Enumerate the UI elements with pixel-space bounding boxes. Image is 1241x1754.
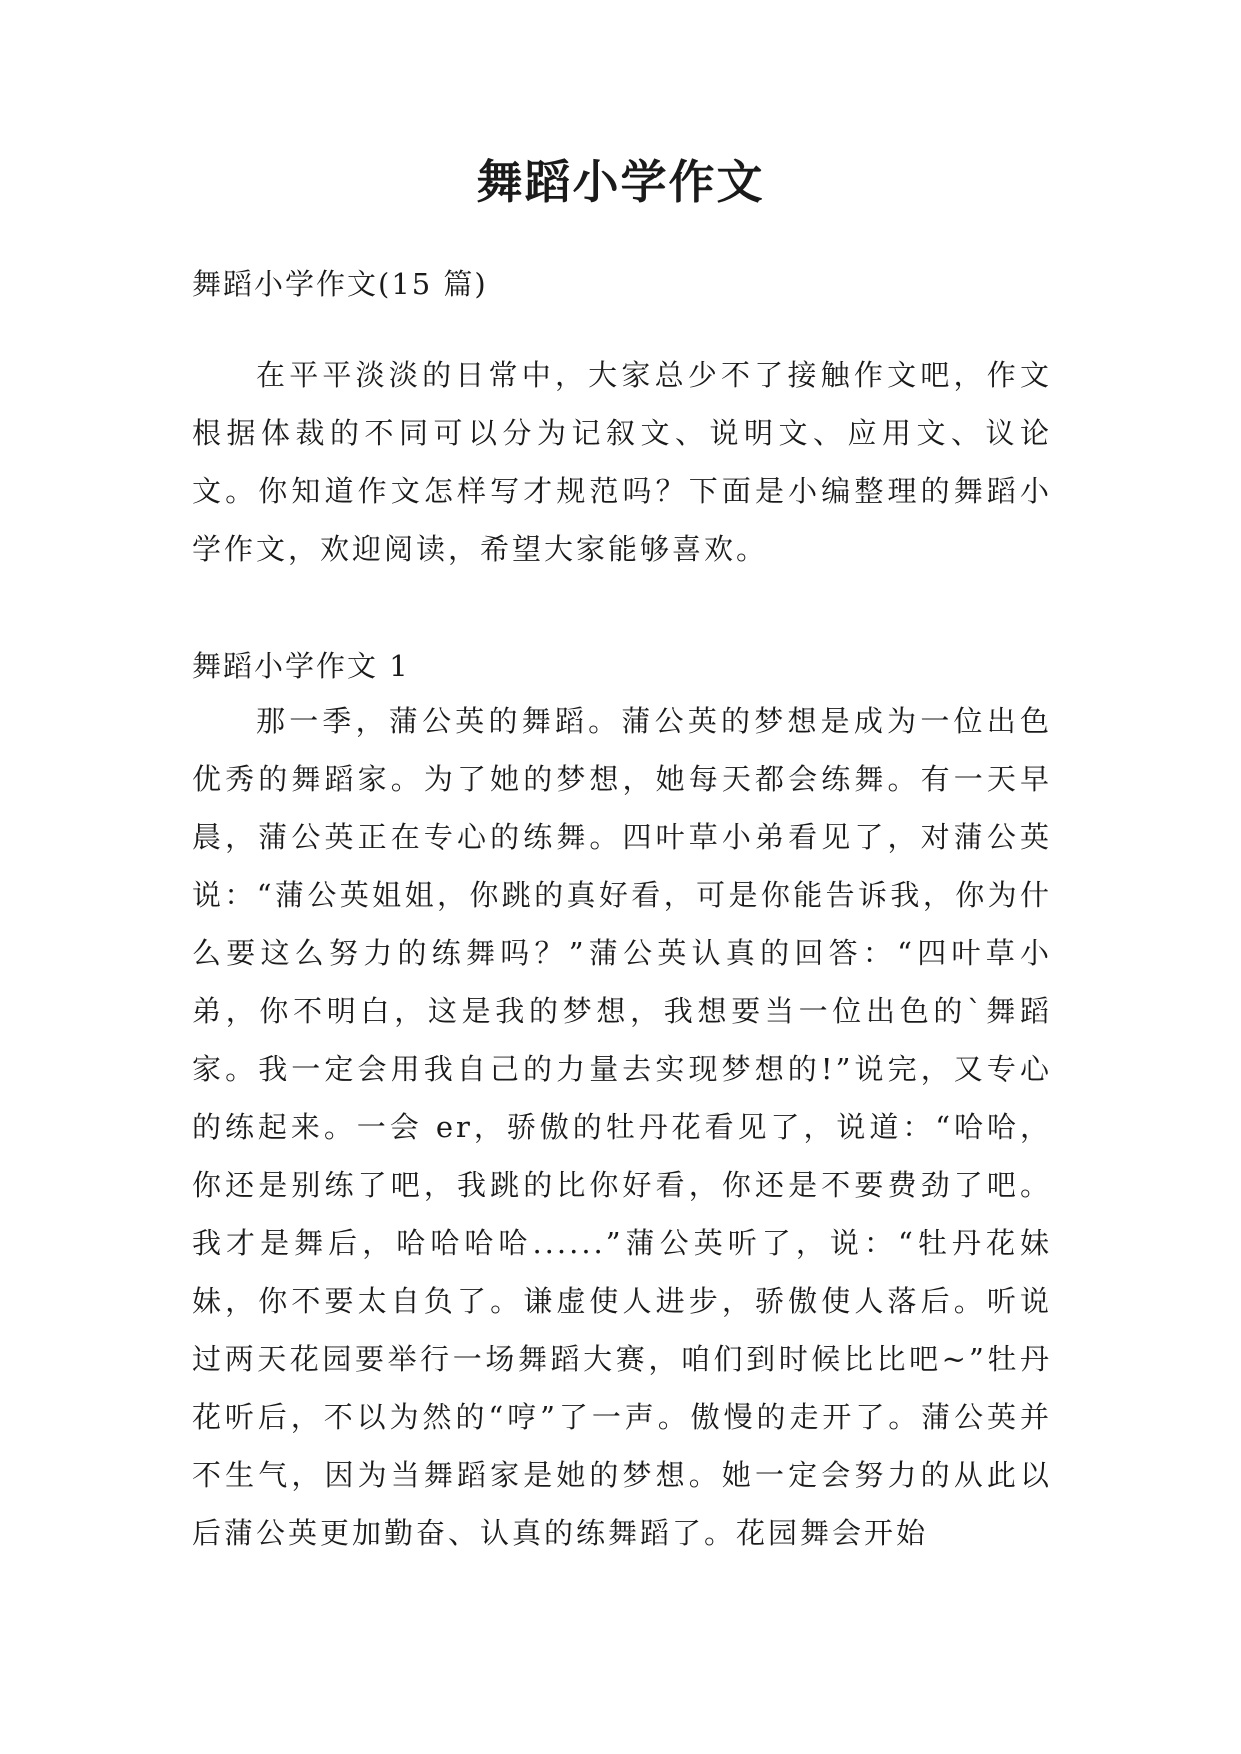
document-title: 舞蹈小学作文 [476, 155, 765, 209]
section-heading: 舞蹈小学作文 1 [192, 649, 410, 683]
document-subtitle: 舞蹈小学作文(15 篇) [192, 267, 488, 301]
section-paragraph: 那一季，蒲公英的舞蹈。蒲公英的梦想是成为一位出色优秀的舞蹈家。为了她的梦想，她每天都会练舞。有一天早晨，蒲公英正在专心的练舞。四叶草小弟看见了，对蒲公英说：“蒲公英姐姐，你跳的真好看，可是你能告诉我，你为什么要这么努力的练舞吗？”蒲公英认真的回答：“四叶草小弟，你不明白，这是我的梦想，我想要当一位出色的`舞蹈家。我一定会用我自己的力量去实现梦想的!”说完，又专心的练起来。一会 er，骄傲的牡丹花看见了，说道：“哈哈，你还是别练了吧，我跳的比你好看，你还是不要费劲了吧。我才是舞后，哈哈哈哈......”蒲公英听了，说：“牡丹花妹妹，你不要太自负了。谦虚使人进步，骄傲使人落后。听说过两天花园要举行一场舞蹈大赛，咱们到时候比比吧~”牡丹花听后，不以为然的“哼”了一声。傲慢的走开了。蒲公英并不生气，因为当舞蹈家是她的梦想。她一定会努力的从此以后蒲公英更加勤奋、认真的练舞蹈了。花园舞会开始 [192, 704, 1052, 1550]
intro-paragraph: 在平平淡淡的日常中，大家总少不了接触作文吧，作文根据体裁的不同可以分为记叙文、说明文、应用文、议论文。你知道作文怎样写才规范吗？下面是小编整理的舞蹈小学作文，欢迎阅读，希望大家能够喜欢。 [192, 358, 1052, 566]
